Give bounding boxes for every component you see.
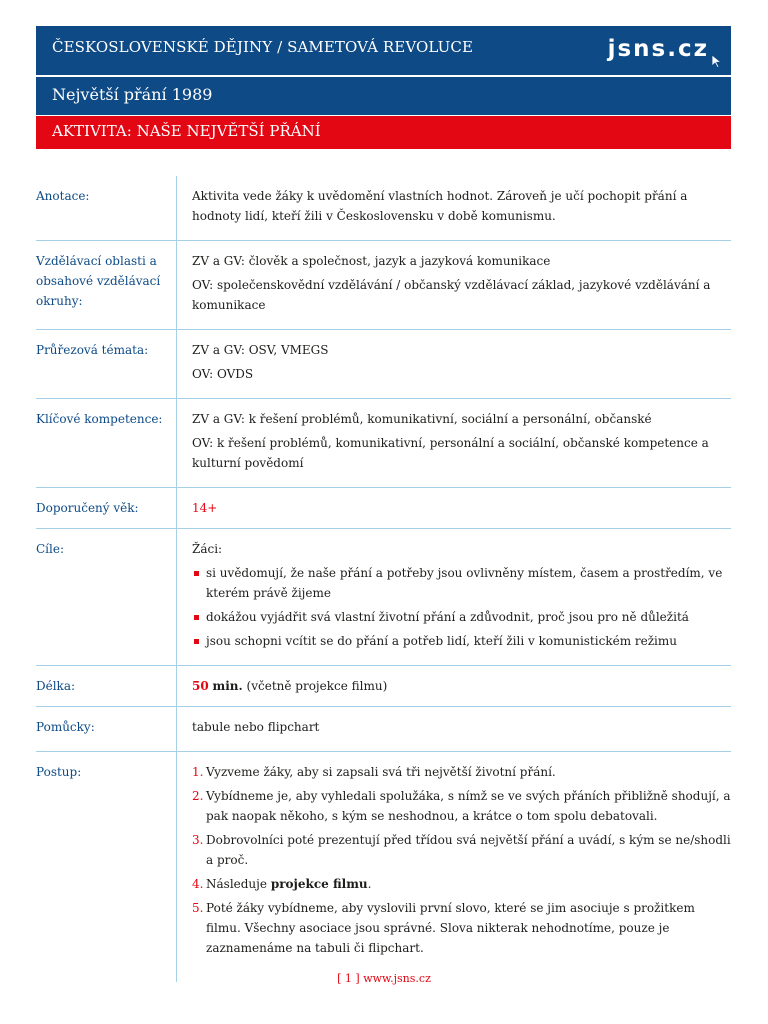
- procedure-list: [192, 762, 731, 958]
- list-item: [192, 786, 731, 826]
- list-item: jsou schopni vcítit se do přání a potřeb lidí, kteří žili v komunistickém režimu: [192, 631, 731, 651]
- lesson-title: Největší přání 1989: [52, 85, 213, 104]
- temata-ov: OV: OVDS: [192, 367, 254, 381]
- kompetence-ov: OV: k řešení problémů, komunikativní, personální a sociální, občanské kompetence a kulturní povědomí: [192, 436, 709, 470]
- row-label: Vzdělávací oblasti a obsahové vzdělávací okruhy:: [36, 254, 161, 308]
- row-label: Klíčové kompetence:: [36, 412, 163, 426]
- lesson-header: [36, 77, 731, 115]
- step-emphasis: projekce filmu: [270, 877, 368, 891]
- table-row-postup: [36, 752, 731, 982]
- list-item: dokážou vyjádřit svá vlastní životní přání a zdůvodnit, proč jsou pro ně důležitá: [192, 607, 731, 627]
- row-content: [177, 176, 731, 240]
- step-text: Následuje: [206, 877, 271, 891]
- oblasti-ov: OV: společenskovědní vzdělávání / občanský vzdělávací základ, jazykové vzdělávání a komunikace: [192, 278, 711, 312]
- row-label: Průřezová témata:: [36, 343, 149, 357]
- activity-header: [36, 116, 731, 149]
- list-item: [192, 898, 731, 958]
- cursor-icon: [711, 54, 723, 68]
- table-row-kompetence: [36, 399, 731, 488]
- table-row-anotace: [36, 176, 731, 241]
- list-item: [192, 762, 731, 782]
- page-number: [ 1 ]: [337, 972, 360, 985]
- row-content: [177, 707, 731, 751]
- row-content: [177, 529, 731, 665]
- footer-site-link[interactable]: www.jsns.cz: [363, 972, 431, 985]
- row-content: [177, 488, 731, 528]
- duration-note: (včetně projekce filmu): [246, 679, 388, 693]
- temata-zv: ZV a GV: OSV, VMEGS: [192, 343, 329, 357]
- step-text: Vybídneme je, aby vyhledali spolužáka, s nímž se ve svých přáních přibližně shodují, a pak naopak někoho, s kým se neshodnou, a krátce o tom spolu debatovali.: [206, 789, 731, 823]
- row-content: [177, 399, 731, 487]
- series-title: ČESKOSLOVENSKÉ DĚJINY / SAMETOVÁ REVOLUCE: [52, 38, 474, 56]
- tools-text: tabule nebo flipchart: [192, 720, 320, 734]
- step-number: 1.: [192, 765, 204, 779]
- table-row-vek: [36, 488, 731, 529]
- step-number: 4.: [192, 877, 204, 891]
- table-row-oblasti: [36, 241, 731, 330]
- table-row-pomucky: [36, 707, 731, 752]
- activity-title: AKTIVITA: NAŠE NEJVĚTŠÍ PŘÁNÍ: [52, 122, 321, 140]
- age-value: 14+: [192, 501, 218, 515]
- row-label: Délka:: [36, 679, 76, 693]
- page-footer: [0, 972, 768, 985]
- table-row-cile: [36, 529, 731, 666]
- step-number: 5.: [192, 901, 204, 915]
- row-label: Postup:: [36, 765, 82, 779]
- list-item: [192, 874, 731, 894]
- row-content: [177, 330, 731, 398]
- row-content: [177, 752, 731, 982]
- duration-unit: min.: [212, 679, 243, 693]
- step-number: 2.: [192, 789, 204, 803]
- step-number: 3.: [192, 833, 204, 847]
- duration-value: 50: [192, 679, 209, 693]
- site-logo[interactable]: jsns.cz: [607, 36, 709, 62]
- step-text: Dobrovolníci poté prezentují před třídou svá největší přání a uvádí, s kým se ne/shodli a proč.: [206, 833, 731, 867]
- anotace-text: Aktivita vede žáky k uvědomění vlastních hodnot. Zároveň je učí pochopit přání a hodnoty lidí, kteří žili v Československu v době komunismu.: [192, 189, 688, 223]
- row-content: [177, 666, 731, 706]
- list-item: si uvědomují, že naše přání a potřeby jsou ovlivněny místem, časem a prostředím, ve kterém právě žijeme: [192, 563, 731, 603]
- step-text: .: [367, 877, 372, 891]
- oblasti-zv: ZV a GV: člověk a společnost, jazyk a jazyková komunikace: [192, 254, 551, 268]
- table-row-temata: [36, 330, 731, 399]
- activity-info-table: [36, 176, 731, 982]
- row-content: [177, 241, 731, 329]
- row-label: Doporučený věk:: [36, 501, 139, 515]
- list-item: [192, 830, 731, 870]
- row-label: Anotace:: [36, 189, 90, 203]
- kompetence-zv: ZV a GV: k řešení problémů, komunikativní, sociální a personální, občanské: [192, 412, 652, 426]
- row-label: Pomůcky:: [36, 720, 95, 734]
- step-text: Vyzveme žáky, aby si zapsali svá tři největší životní přání.: [206, 765, 556, 779]
- goals-list: [192, 563, 731, 651]
- row-label: Cíle:: [36, 542, 65, 556]
- goals-intro: Žáci:: [192, 542, 223, 556]
- step-text: Poté žáky vybídneme, aby vyslovili první slovo, které se jim asociuje s prožitkem filmu. Všechny asociace jsou správné. Slova nikterak nehodnotíme, pouze je zaznamenáme na tabuli či flipchart.: [206, 901, 695, 955]
- table-row-delka: [36, 666, 731, 707]
- series-header: [36, 26, 731, 75]
